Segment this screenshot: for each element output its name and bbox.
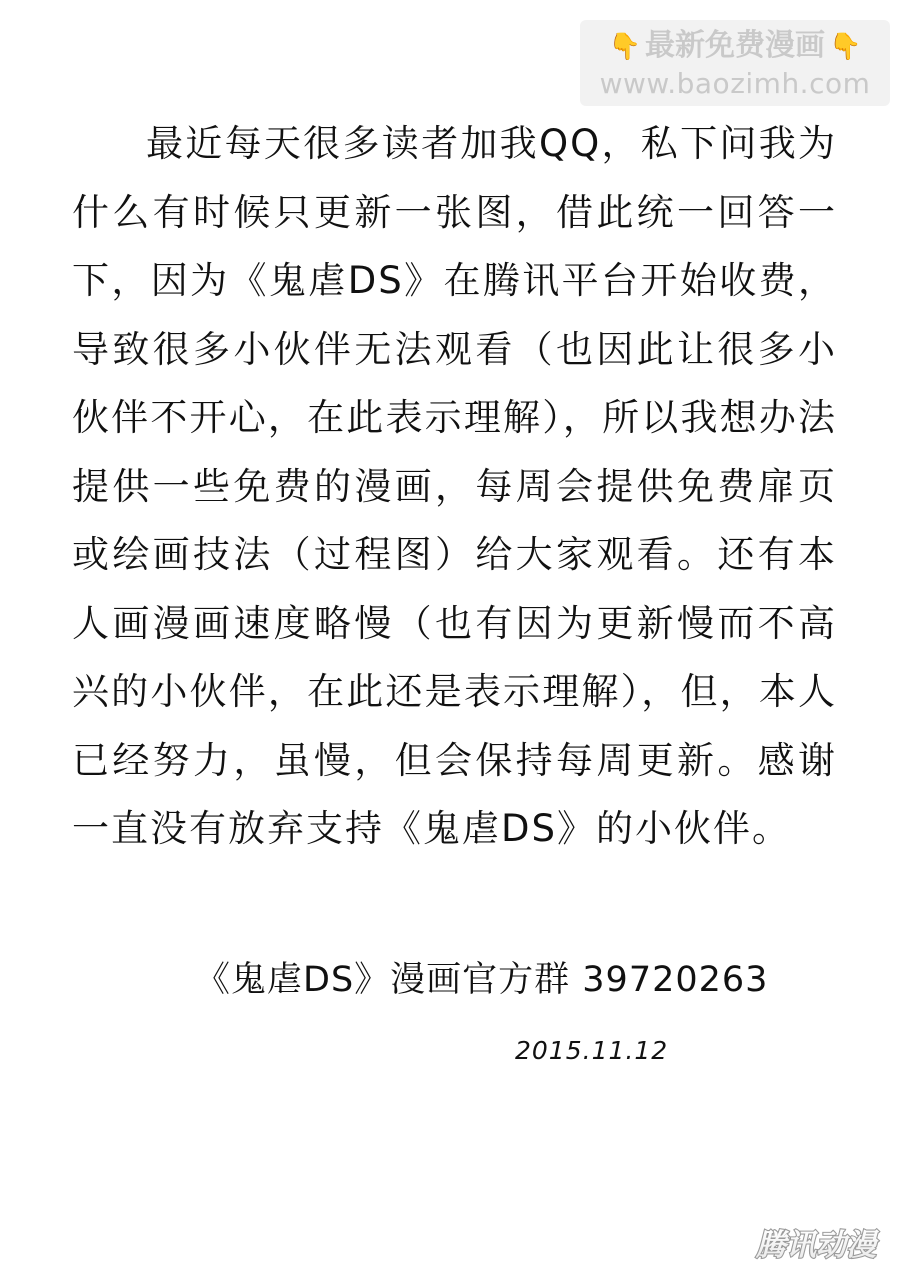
site-watermark	[580, 20, 890, 106]
watermark-title	[580, 26, 890, 67]
letter-body: 最近每天很多读者加我QQ，私下问我为什么有时候只更新一张图，借此统一回答一下，因为《鬼虐DS》在腾讯平台开始收费，导致很多小伙伴无法观看（也因此让很多小伙伴不开心，在此表示理解），所以我想办法提供一些免费的漫画，每周会提供免费扉页或绘画技法（过程图）给大家观看。还有本人画漫画速度略慢（也有因为更新慢而不高兴的小伙伴，在此还是表示理解），但，本人已经努力，虽慢，但会保持每周更新。感谢一直没有放弃支持《鬼虐DS》的小伙伴。	[72, 122, 837, 850]
official-group-line: 《鬼虐DS》漫画官方群 39720263	[195, 960, 769, 1000]
watermark-url: www.baozimh.com	[599, 67, 871, 100]
tencent-comic-logo	[745, 1222, 887, 1264]
tencent-comic-logo-text: 腾讯动漫	[756, 1228, 876, 1263]
watermark-title-text: 最新免费漫画	[645, 28, 825, 63]
letter-date: 2015.11.12	[515, 1036, 669, 1065]
pointing-down-icon: 👇	[829, 32, 862, 62]
pointing-down-icon: 👇	[608, 32, 641, 62]
